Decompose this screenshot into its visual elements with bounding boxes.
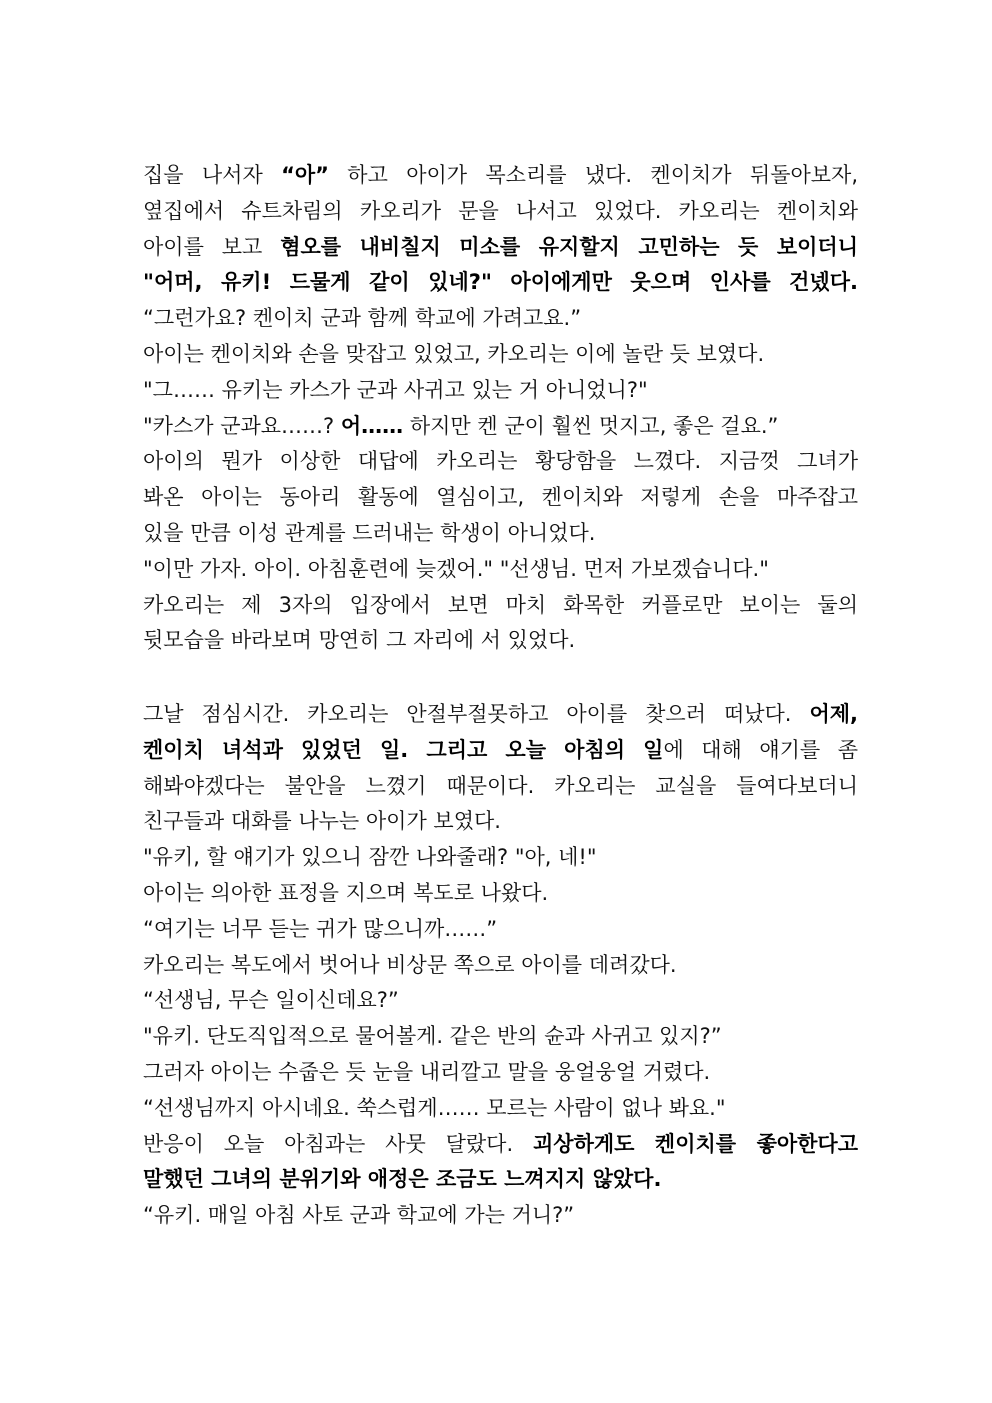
dialogue-line: "카스가 군과요……? 어…… 하지만 켄 군이 훨씬 멋지고, 좋은 걸요.”: [143, 413, 779, 438]
text-line: 있을 만큼 이성 관계를 드러내는 학생이 아니었다.: [143, 520, 596, 545]
dialogue-line: “여기는 너무 듣는 귀가 많으니까……”: [143, 916, 498, 941]
bold-phrase: "어머, 유키! 드물게 같이 있네?" 아이에게만 웃으며 인사를 건넸다.: [143, 270, 858, 295]
dialogue-line: “유키. 매일 아침 사토 군과 학교에 가는 거니?”: [143, 1203, 575, 1228]
bold-phrase: 혐오를 내비칠지 미소를 유지할지 고민하는 듯 보이더니: [280, 234, 859, 259]
text-line: 집을 나서자 “아” 하고 아이가 목소리를 냈다. 켄이치가 뒤돌아보자,: [143, 163, 859, 187]
bold-phrase: 어제,: [809, 702, 858, 726]
bold-phrase: 말했던 그녀의 분위기와 애정은 조금도 느껴지지 않았다.: [143, 1167, 662, 1192]
bold-exclamation: “아”: [281, 163, 329, 187]
bold-phrase: 어……: [340, 413, 404, 438]
text-line: 반응이 오늘 아침과는 사뭇 달랐다. 괴상하게도 켄이치를 좋아한다고: [143, 1131, 858, 1156]
text-line: 아이는 의아한 표정을 지으며 복도로 나왔다.: [143, 880, 549, 905]
text-line: [143, 265, 858, 301]
text-line: 뒷모습을 바라보며 망연히 그 자리에 서 있었다.: [143, 628, 576, 653]
text-line: 아이의 뭔가 이상한 대답에 카오리는 황당함을 느꼈다. 지금껏 그녀가: [143, 449, 858, 474]
text-line: 카오리는 복도에서 벗어나 비상문 쪽으로 아이를 데려갔다.: [143, 952, 677, 977]
paragraph-lunch-scene: [143, 697, 858, 1234]
text-line: 켄이치 녀석과 있었던 일. 그리고 오늘 아침의 일에 대해 얘기를 좀: [143, 737, 858, 762]
paragraph-morning-scene: [143, 158, 858, 659]
text-line: [143, 1162, 858, 1198]
dialogue-line: "이만 가자. 아이. 아침훈련에 늦겠어." "선생님. 먼저 가보겠습니다.": [143, 556, 769, 581]
text-line: 봐온 아이는 동아리 활동에 열심이고, 켄이치와 저렇게 손을 마주잡고: [143, 485, 858, 510]
text-line: 옆집에서 슈트차림의 카오리가 문을 나서고 있었다. 카오리는 켄이치와: [143, 198, 858, 223]
text-line: 카오리는 제 3자의 입장에서 보면 마치 화목한 커플로만 보이는 둘의: [143, 592, 858, 617]
dialogue-line: "유키. 단도직입적으로 물어볼게. 같은 반의 슌과 사귀고 있지?”: [143, 1024, 722, 1049]
text-line: 해봐야겠다는 불안을 느꼈기 때문이다. 카오리는 교실을 들여다보더니: [143, 773, 858, 798]
bold-phrase: 괴상하게도 켄이치를 좋아한다고: [533, 1131, 858, 1156]
bold-phrase: 켄이치 녀석과 있었던 일. 그리고 오늘 아침의 일: [143, 737, 664, 762]
text-line: 그러자 아이는 수줍은 듯 눈을 내리깔고 말을 웅얼웅얼 거렸다.: [143, 1059, 711, 1084]
text-line: 친구들과 대화를 나누는 아이가 보였다.: [143, 809, 501, 834]
dialogue-line: “선생님까지 아시네요. 쑥스럽게…… 모르는 사람이 없나 봐요.": [143, 1095, 726, 1120]
text-line: 그날 점심시간. 카오리는 안절부절못하고 아이를 찾으러 떠났다. 어제,: [143, 702, 858, 726]
dialogue-line: "그…… 유키는 카스가 군과 사귀고 있는 거 아니었니?": [143, 377, 648, 402]
text-line: 아이는 켄이치와 손을 맞잡고 있었고, 카오리는 이에 놀란 듯 보였다.: [143, 341, 765, 366]
text-line: 아이를 보고 혐오를 내비칠지 미소를 유지할지 고민하는 듯 보이더니: [143, 234, 859, 259]
dialogue-line: "유키, 할 얘기가 있으니 잠깐 나와줄래? "아, 네!": [143, 845, 597, 870]
dialogue-line: “선생님, 무슨 일이신데요?”: [143, 988, 399, 1013]
dialogue-line: “그런가요? 켄이치 군과 함께 학교에 가려고요.”: [143, 306, 582, 331]
